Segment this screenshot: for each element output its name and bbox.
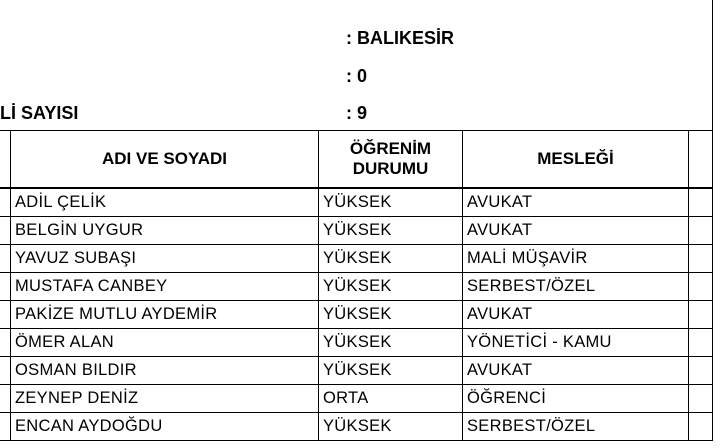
extra-cell <box>689 188 713 217</box>
education-cell: YÜKSEK <box>319 217 463 245</box>
education-cell: YÜKSEK <box>319 357 463 385</box>
profession-cell: SERBEST/ÖZEL <box>463 413 689 441</box>
index-cell <box>0 413 11 441</box>
education-cell: YÜKSEK <box>319 329 463 357</box>
extra-cell <box>689 217 713 245</box>
profession-cell: AVUKAT <box>463 217 689 245</box>
table-row <box>0 357 713 385</box>
table-header-row <box>0 131 713 189</box>
name-cell: BELGİN UYGUR <box>11 217 319 245</box>
extra-cell <box>689 301 713 329</box>
table-row <box>0 385 713 413</box>
extra-cell <box>689 413 713 441</box>
education-column-header <box>319 131 463 189</box>
index-cell <box>0 188 11 217</box>
table-row <box>0 413 713 441</box>
name-cell: ZEYNEP DENİZ <box>11 385 319 413</box>
table-row <box>0 301 713 329</box>
name-cell: MUSTAFA CANBEY <box>11 273 319 301</box>
header-right-border <box>712 0 713 130</box>
province-value: : BALIKESİR <box>346 28 454 48</box>
name-column-header: ADI VE SOYADI <box>11 131 319 189</box>
index-column-header <box>0 131 11 189</box>
name-cell: YAVUZ SUBAŞI <box>11 245 319 273</box>
count-label: Lİ SAYISI <box>0 103 79 123</box>
index-cell <box>0 273 11 301</box>
zero-value: : 0 <box>346 66 368 86</box>
education-header-line2: DURUMU <box>352 159 429 178</box>
extra-column-header <box>689 131 713 189</box>
education-cell: YÜKSEK <box>319 245 463 273</box>
education-cell: YÜKSEK <box>319 301 463 329</box>
profession-cell: MALİ MÜŞAVİR <box>463 245 689 273</box>
table-row <box>0 245 713 273</box>
profession-cell: SERBEST/ÖZEL <box>463 273 689 301</box>
profession-cell: YÖNETİCİ - KAMU <box>463 329 689 357</box>
index-cell <box>0 245 11 273</box>
index-cell <box>0 329 11 357</box>
name-cell: PAKİZE MUTLU AYDEMİR <box>11 301 319 329</box>
index-cell <box>0 357 11 385</box>
extra-cell <box>689 329 713 357</box>
name-cell: ÖMER ALAN <box>11 329 319 357</box>
profession-cell: AVUKAT <box>463 301 689 329</box>
profession-cell: ÖĞRENCİ <box>463 385 689 413</box>
candidate-table <box>0 130 713 441</box>
extra-cell <box>689 357 713 385</box>
table-row <box>0 217 713 245</box>
extra-cell <box>689 385 713 413</box>
education-cell: YÜKSEK <box>319 413 463 441</box>
profession-cell: AVUKAT <box>463 357 689 385</box>
profession-column-header: MESLEĞİ <box>463 131 689 189</box>
extra-cell <box>689 273 713 301</box>
profession-cell: AVUKAT <box>463 188 689 217</box>
count-value: : 9 <box>346 103 368 123</box>
table-row <box>0 188 713 217</box>
education-cell: YÜKSEK <box>319 273 463 301</box>
name-cell: ENCAN AYDOĞDU <box>11 413 319 441</box>
extra-cell <box>689 245 713 273</box>
index-cell <box>0 301 11 329</box>
index-cell <box>0 385 11 413</box>
education-cell: ORTA <box>319 385 463 413</box>
education-cell: YÜKSEK <box>319 188 463 217</box>
index-cell <box>0 217 11 245</box>
name-cell: ADİL ÇELİK <box>11 188 319 217</box>
table-row <box>0 329 713 357</box>
education-header-line1: ÖĞRENİM <box>349 139 432 158</box>
table-row <box>0 273 713 301</box>
name-cell: OSMAN BILDIR <box>11 357 319 385</box>
